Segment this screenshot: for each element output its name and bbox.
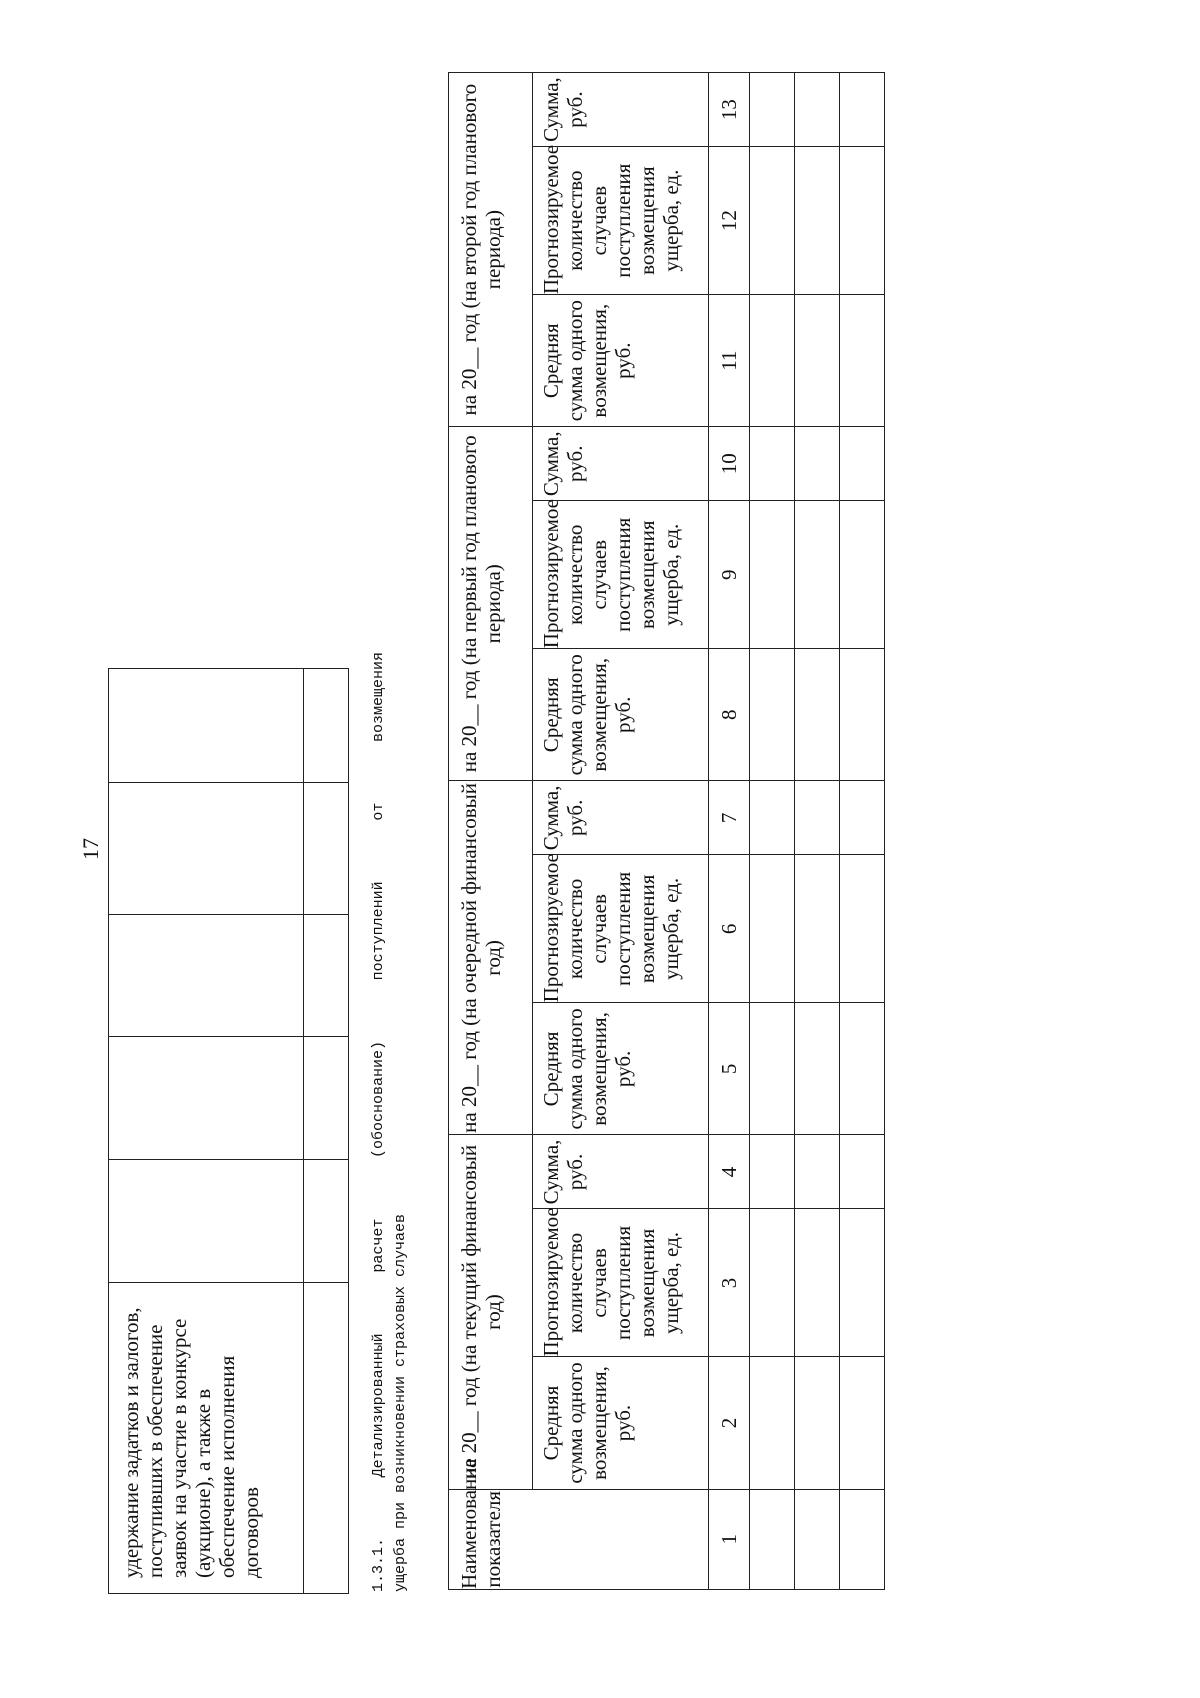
table-cell	[795, 295, 840, 427]
table-cell	[840, 649, 885, 781]
table-row	[840, 73, 885, 1590]
continuation-cell	[109, 669, 304, 783]
continuation-cell	[109, 1160, 304, 1283]
caption-line-2: ущерба при возникновении страховых случаев	[392, 1213, 409, 1592]
column-number: 13	[709, 73, 750, 147]
count-header: Прогнозируемое количество случаев поступления возмещения ущерба, ед.	[533, 501, 709, 649]
sum-header: Сумма, руб.	[533, 73, 709, 147]
caption-word: поступлений	[370, 881, 387, 981]
period-header: на 20__ год (на очередной финансовый год)	[449, 781, 533, 1135]
column-number: 8	[709, 649, 750, 781]
table-cell	[840, 1357, 885, 1489]
column-number: 1	[709, 1489, 750, 1589]
table-cell	[750, 1209, 795, 1357]
column-number: 6	[709, 855, 750, 1003]
table-cell	[750, 855, 795, 1003]
table-cell	[795, 1135, 840, 1209]
avg-sum-header: Средняя сумма одного возмещения, руб.	[533, 295, 709, 427]
table-cell	[840, 73, 885, 147]
table-cell	[840, 1135, 885, 1209]
continuation-cell	[304, 1036, 349, 1160]
table-cell	[750, 1357, 795, 1489]
column-number: 12	[709, 147, 750, 295]
avg-sum-header: Средняя сумма одного возмещения, руб.	[533, 1357, 709, 1489]
table-cell	[840, 295, 885, 427]
table-cell	[750, 73, 795, 147]
table-cell	[840, 781, 885, 855]
table-cell	[840, 147, 885, 295]
period-header: на 20__ год (на текущий финансовый год)	[449, 1135, 533, 1489]
table-cell	[795, 1357, 840, 1489]
continuation-cell	[109, 1036, 304, 1160]
column-number: 3	[709, 1209, 750, 1357]
continuation-cell	[304, 669, 349, 783]
column-number: 10	[709, 427, 750, 501]
table-cell	[750, 295, 795, 427]
table-cell	[840, 855, 885, 1003]
period-header: на 20__ год (на первый год планового периода)	[449, 427, 533, 781]
column-number: 7	[709, 781, 750, 855]
table-cell	[795, 1003, 840, 1135]
table-cell	[795, 73, 840, 147]
table-cell	[795, 649, 840, 781]
period-header: на 20__ год (на второй год планового периода)	[449, 73, 533, 427]
continuation-cell	[304, 782, 349, 914]
table-row	[795, 73, 840, 1590]
table-cell	[840, 501, 885, 649]
table-cell	[795, 1209, 840, 1357]
avg-sum-header: Средняя сумма одного возмещения, руб.	[533, 1003, 709, 1135]
table-cell	[750, 427, 795, 501]
table-cell	[750, 501, 795, 649]
table-cell	[840, 1209, 885, 1357]
table-cell	[750, 1135, 795, 1209]
calculation-table	[448, 72, 885, 1590]
count-header: Прогнозируемое количество случаев поступления возмещения ущерба, ед.	[533, 855, 709, 1003]
table-cell	[795, 855, 840, 1003]
sum-header: Сумма, руб.	[533, 1135, 709, 1209]
continuation-cell	[109, 782, 304, 914]
sum-header: Сумма, руб.	[533, 427, 709, 501]
continuation-cell	[304, 915, 349, 1037]
continuation-label: удержание задатков и залогов, поступивших в обеспечение заявок на участие в конкурсе (аукционе), а также в обеспечение исполнения договоров	[109, 1282, 304, 1593]
table-cell	[840, 1003, 885, 1135]
avg-sum-header: Средняя сумма одного возмещения, руб.	[533, 649, 709, 781]
count-header: Прогнозируемое количество случаев поступления возмещения ущерба, ед.	[533, 147, 709, 295]
sum-header: Сумма, руб.	[533, 781, 709, 855]
continuation-table	[108, 668, 349, 1594]
caption-word: возмещения	[370, 652, 387, 743]
count-header: Прогнозируемое количество случаев поступления возмещения ущерба, ед.	[533, 1209, 709, 1357]
continuation-cell	[304, 1160, 349, 1283]
continuation-cell	[304, 1282, 349, 1593]
caption-word: Детализированный	[370, 1333, 387, 1478]
table-cell	[750, 781, 795, 855]
table-cell	[750, 1003, 795, 1135]
caption-word: расчет	[370, 1218, 387, 1273]
continuation-cell	[109, 915, 304, 1037]
column-number: 11	[709, 295, 750, 427]
table-cell	[840, 427, 885, 501]
caption-word: (обоснование)	[370, 1040, 387, 1159]
name-column-header: Наименование показателя	[449, 1489, 709, 1589]
column-number: 2	[709, 1357, 750, 1489]
caption-number: 1.3.1.	[370, 1537, 387, 1592]
table-cell	[750, 649, 795, 781]
table-row	[750, 73, 795, 1590]
caption-line-1	[368, 652, 390, 1592]
page-number: 17	[78, 838, 103, 860]
column-number: 4	[709, 1135, 750, 1209]
table-cell	[795, 147, 840, 295]
table-cell	[795, 1489, 840, 1589]
table-cell	[840, 1489, 885, 1589]
table-cell	[795, 781, 840, 855]
table-cell	[795, 427, 840, 501]
column-number: 5	[709, 1003, 750, 1135]
caption-word: от	[370, 802, 387, 821]
column-number: 9	[709, 501, 750, 649]
section-caption	[368, 652, 412, 1592]
table-cell	[750, 1489, 795, 1589]
table-cell	[795, 501, 840, 649]
table-cell	[750, 147, 795, 295]
